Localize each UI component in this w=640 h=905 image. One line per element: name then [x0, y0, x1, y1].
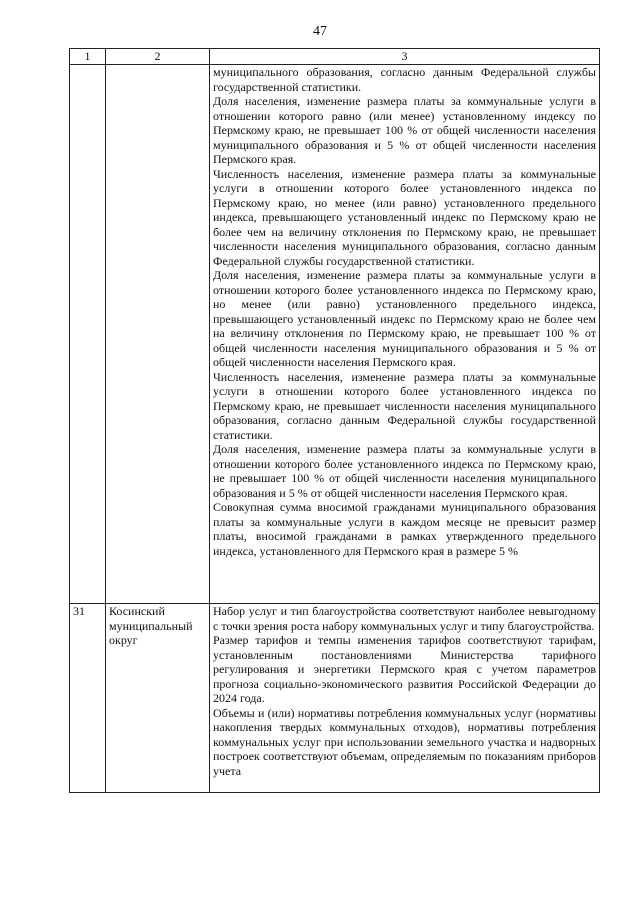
page-number: 47 [313, 24, 327, 39]
column-header-1: 1 [70, 49, 106, 65]
table-header-row [70, 49, 600, 65]
paragraph: Размер тарифов и темпы изменения тарифов соответствуют тарифам, установленным постановлениями Министерства тарифного регулирования и энергетики Пермского края с учетом параметров прогноза социально-экономического развития Российской Федерации до 2024 года. [213, 633, 596, 705]
paragraph: Набор услуг и тип благоустройства соответствуют наиболее невыгодному с точки зрения роста набору коммунальных услуг и типу благоустройства. [213, 604, 596, 633]
paragraph: муниципального образования, согласно данным Федеральной службы государственной статистики. [213, 65, 596, 94]
table-row [70, 65, 600, 604]
column-header-3: 3 [210, 49, 600, 65]
criteria-text-cell [210, 65, 600, 604]
paragraph: Доля населения, изменение размера платы за коммунальные услуги в отношении которого равно (или менее) установленному индексу по Пермскому краю, не превышает 100 % от общей численности населения муниципального образования и 5 % от общей численности населения Пермского края. [213, 94, 596, 166]
paragraph: Совокупная сумма вносимой гражданами муниципального образования платы за коммунальные услуги в каждом месяце не превысит размер платы, вносимой гражданами в рамках утвержденного предельного индекса, установленного для Пермского края в размере 5 % [213, 500, 596, 558]
paragraph: Численность населения, изменение размера платы за коммунальные услуги в отношении которого более установленного индекса по Пермскому краю, не превышает численности населения муниципального образования, согласно данным Федеральной службы государственной статистики. [213, 369, 596, 442]
municipality-name-cell [106, 65, 210, 604]
row-number-cell: 31 [70, 604, 106, 793]
paragraph: Доля населения, изменение размера платы за коммунальные услуги в отношении которого более установленного индекса по Пермскому краю, не превышает 100 % от общей численности населения муниципального образования и 5 % от общей численности населения Пермского края. [213, 442, 596, 500]
paragraph: Численность населения, изменение размера платы за коммунальные услуги в отношении которого более установленного индекса по Пермскому краю, но менее (или равно) установленного предельного индекса, превышающего установленный индекс по Пермскому краю не более чем на величину отклонения по Пермскому краю, не превышает численности населения муниципального образования, согласно данным Федеральной службы государственной статистики. [213, 166, 596, 268]
paragraph: Доля населения, изменение размера платы за коммунальные услуги в отношении которого более установленного индекса по Пермскому краю, но менее (или равно) установленного предельного индекса, превышающего установленный индекс по Пермскому краю не более чем на величину отклонения по Пермскому краю, не превышает 100 % от общей численности населения муниципального образования и 5 % от общей численности населения Пермского края. [213, 268, 596, 369]
table-row [70, 604, 600, 793]
document-table [69, 48, 600, 793]
column-header-2: 2 [106, 49, 210, 65]
criteria-text-cell [210, 604, 600, 793]
row-number-cell [70, 65, 106, 604]
municipality-name-cell: Косинский муниципальный округ [106, 604, 210, 793]
paragraph: Объемы и (или) нормативы потребления коммунальных услуг (нормативы накопления твердых коммунальных отходов), нормативы потребления коммунальных услуг при использовании земельного участка и надворных построек соответствуют объемам, определяемым по показаниям приборов учета [213, 705, 596, 778]
